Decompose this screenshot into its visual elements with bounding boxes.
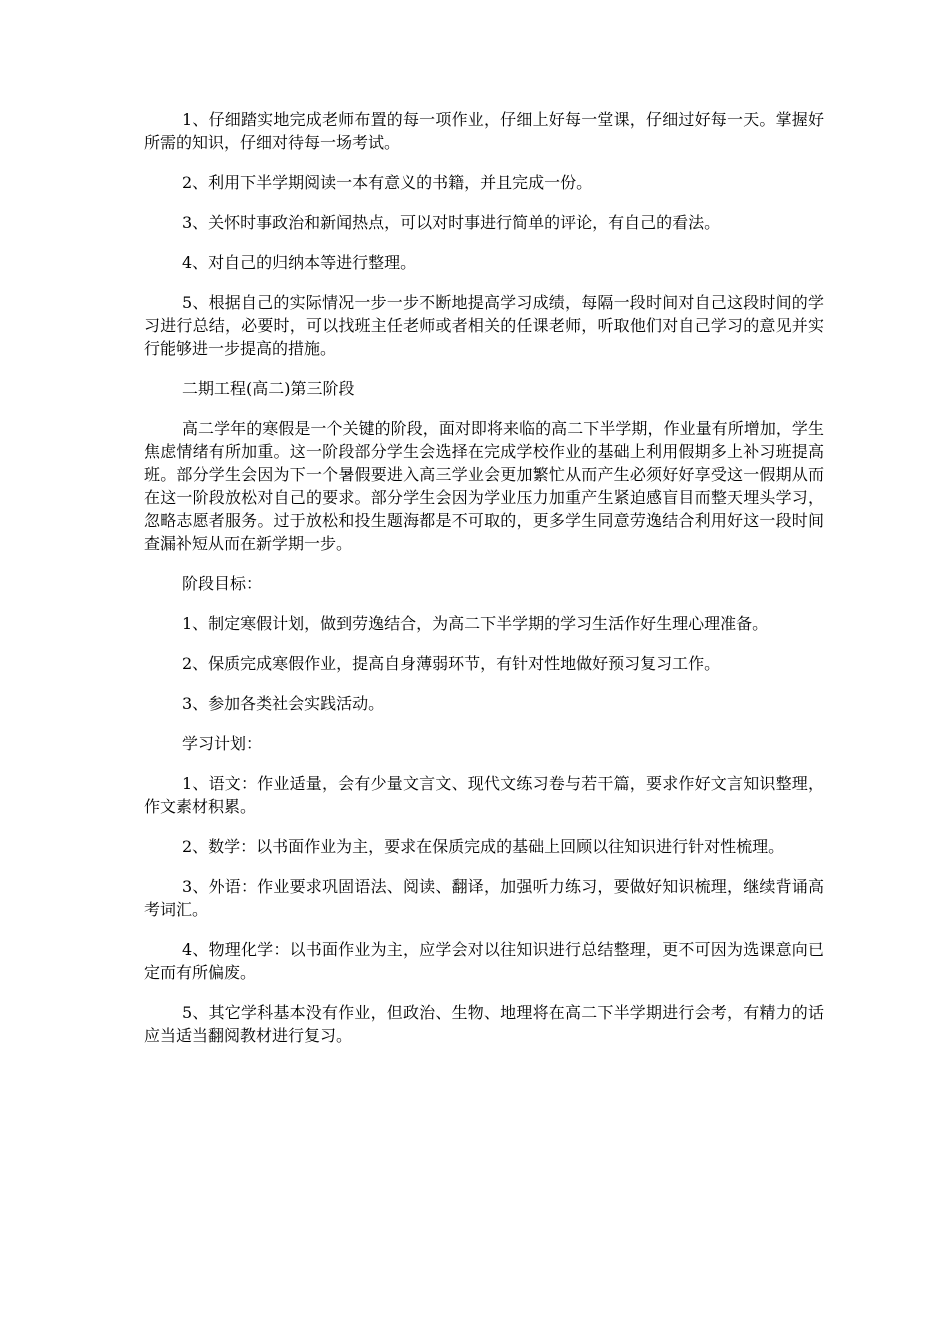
goal-item-3: 3、参加各类社会实践活动。 [182, 694, 385, 713]
plan-item-foreign-language: 3、外语：作业要求巩固语法、阅读、翻译，加强听力练习，要做好知识梳理，继续背诵高考词汇。 [144, 877, 824, 919]
goal-item-1: 1、制定寒假计划，做到劳逸结合，为高二下半学期的学习生活作好生理心理准备。 [182, 614, 769, 633]
section-intro: 高二学年的寒假是一个关键的阶段，面对即将来临的高二下半学期，作业量有所增加，学生焦虑情绪有所加重。这一阶段部分学生会选择在完成学校作业的基础上利用假期多上补习班提高班。部分学生会因为下一个暑假要进入高三学业会更加繁忙从而产生必须好好享受这一假期从而在这一阶段放松对自己的要求。部分学生会因为学业压力加重产生紧迫感盲目而整天埋头学习，忽略志愿者服务。过于放松和投生题海都是不可取的，更多学生同意劳逸结合利用好这一段时间查漏补短从而在新学期一步。 [144, 419, 824, 553]
section-heading: 二期工程(高二)第三阶段 [182, 379, 355, 398]
plan-item-chinese: 1、语文：作业适量，会有少量文言文、现代文练习卷与若干篇，要求作好文言知识整理，作文素材积累。 [144, 774, 824, 816]
task-item-1: 1、仔细踏实地完成老师布置的每一项作业，仔细上好每一堂课，仔细过好每一天。掌握好所需的知识，仔细对待每一场考试。 [144, 110, 824, 152]
study-plan-heading: 学习计划： [182, 734, 263, 753]
task-item-5: 5、根据自己的实际情况一步一步不断地提高学习成绩，每隔一段时间对自己这段时间的学习进行总结，必要时，可以找班主任老师或者相关的任课老师，听取他们对自己学习的意见并实行能够进一步提高的措施。 [144, 293, 824, 358]
goal-item-2: 2、保质完成寒假作业，提高自身薄弱环节，有针对性地做好预习复习工作。 [182, 654, 721, 673]
plan-item-physics-chemistry: 4、物理化学：以书面作业为主，应学会对以往知识进行总结整理，更不可因为选课意向已定而有所偏废。 [144, 940, 824, 982]
task-item-4: 4、对自己的归纳本等进行整理。 [182, 253, 417, 272]
task-item-2: 2、利用下半学期阅读一本有意义的书籍，并且完成一份。 [182, 173, 593, 192]
plan-item-other-subjects: 5、其它学科基本没有作业，但政治、生物、地理将在高二下半学期进行会考，有精力的话应当适当翻阅教材进行复习。 [144, 1003, 824, 1045]
stage-goals-heading: 阶段目标： [182, 574, 263, 593]
task-item-3: 3、关怀时事政治和新闻热点，可以对时事进行简单的评论，有自己的看法。 [182, 213, 721, 232]
document-body [144, 108, 824, 1064]
plan-item-math: 2、数学：以书面作业为主，要求在保质完成的基础上回顾以往知识进行针对性梳理。 [182, 837, 785, 856]
